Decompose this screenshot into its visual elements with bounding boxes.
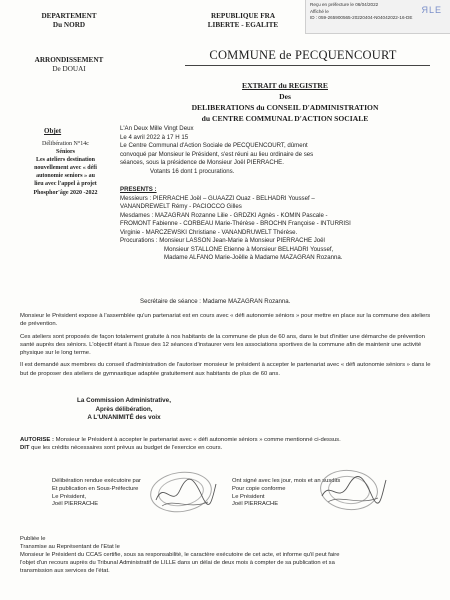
dit-text: que les crédits nécessaires sont prévus au budget de l'exercice en cours. [29, 445, 223, 452]
deliberation-number: Délibération N°14c [42, 141, 89, 147]
objet-label: Objet [44, 127, 62, 135]
prefecture-receipt-stamp [305, 0, 450, 34]
sig-right-line-2: Pour copie conforme [232, 485, 286, 492]
footer-line-4: l'objet d'un recours auprès du Tribunal Administratif de LILLE dans un délai de deux mois à compter de sa publication et sa [20, 560, 335, 567]
register-title [150, 80, 420, 124]
sig-left-line-1: Délibération rendue exécutoire par [52, 478, 141, 484]
commune-title: COMMUNE de PECQUENCOURT [209, 48, 397, 62]
presents-line-2: VANANDREWELT Rémy - PACIOCCO Gilles [120, 203, 242, 211]
presents-line-7: Monsieur STALLONE Etienne à Monsieur BELHADRI Youssef, [164, 245, 334, 253]
objet-line-4: autonomie seniors » au [36, 173, 95, 180]
autorise-line [20, 436, 438, 444]
objet-margin-note [18, 140, 113, 197]
receipt-id: ID : 059-265900565-20220404-N04042022-16-DE [310, 15, 413, 21]
sig-left-line-3: Le Président, [52, 493, 87, 500]
receipt-mark: ЯLE [421, 5, 442, 15]
republic-motto: LIBERTE - EGALITE [207, 21, 279, 29]
presents-line-6: Procurations : Monsieur LASSON Jean-Marie à Monsieur PIERRACHE Joël [120, 237, 325, 245]
body-paragraph-2: Ces ateliers sont proposés de façon totalement gratuite à nos habitants de la commune de plus de 60 ans, dans le but d'initier une démarche de prévention santé auprès des séniors. L'objectif étant à l'issue des 12 séances d'instaurer vers les associations sportives de la commune afin de maintenir une activité physique sur le long terme. [20, 333, 425, 357]
sig-right-line-1: Ont signé avec les jour, mois et an susdits [232, 478, 341, 484]
sig-right-line-4: Joël PIERRACHE [232, 501, 279, 508]
objet-line-6: Phosphor'âge 2020 -2022 [33, 189, 98, 196]
objet-line-5: lieu avec l'appel à projet [34, 181, 97, 188]
presents-line-4: FROMONT Fabienne - CORBEAU Marie-Thérèse - BROCHN Françoise - INTURRISI [120, 220, 351, 228]
sig-left-line-2: Et publication en Sous-Préfecture [52, 485, 139, 492]
republic-header [168, 12, 318, 30]
presents-line-1: Messieurs : PIERRACHE Joël – GUAAZZI Ouaz - BELHADRI Youssef – [120, 194, 315, 202]
intro-line-4: convoqué par Monsieur le Président, s'est réuni au lieu ordinaire de ses [120, 150, 314, 158]
title-line-4: du CENTRE COMMUNAL D'ACTION SOCIALE [201, 114, 369, 123]
autorise-text: Monsieur le Président à accepter le partenariat avec « défi autonomie séniors » comme mentionné ci-dessus. [53, 437, 341, 443]
attendees-list [120, 186, 438, 263]
commission-conclusion [44, 397, 204, 423]
intro-line-1: L'An Deux Mille Vingt Deux [120, 125, 194, 132]
title-line-3: DELIBERATIONS du CONSEIL D'ADMINISTRATION [191, 103, 379, 112]
presents-line-8: Madame ALFANO Marie-Joëlle à Madame MAZAGRAN Rozanna. [164, 254, 343, 262]
intro-line-6: Votants 16 dont 1 procurations. [150, 167, 235, 175]
autorise-keyword: AUTORISE : [20, 437, 54, 443]
footer-transmitted: Transmise au Représentant de l'Etat le [20, 544, 120, 551]
decision-text [20, 436, 438, 453]
arrondissement-label: ARRONDISSEMENT [34, 56, 104, 64]
dit-line [20, 444, 438, 452]
deliberation-body [20, 312, 438, 382]
presents-label: PRESENTS : [120, 186, 157, 193]
sig-right-line-3: Le Président [232, 493, 265, 500]
department-name: Du NORD [52, 21, 86, 29]
intro-line-5: séances, sous la présidence de Monsieur Joël PIERRACHE. [120, 159, 284, 167]
body-paragraph-1: Monsieur le Président expose à l'assemblée qu'un partenariat est en cours avec « défi autonomie séniors » pour mettre en place sur la commune des ateliers de prévention. [20, 313, 431, 328]
dit-keyword: DIT [20, 445, 30, 452]
arrondissement-name: De DOUAI [52, 65, 86, 73]
signature-left [150, 470, 220, 515]
commune-underline [185, 65, 430, 66]
arrondissement-header [14, 56, 124, 74]
republic-label: REPUBLIQUE FRA [210, 12, 276, 20]
receipt-line-2: Affiché le [310, 8, 329, 14]
objet-line-3: nouvellement avec « défi [34, 165, 97, 172]
presents-line-5: Virginie - MARCZEWSKI Christiane - VANANDRUWELT Thérèse. [120, 228, 298, 236]
session-secretary: Secrétaire de séance : Madame MAZAGRAN Rozanna. [140, 298, 291, 305]
department-label: DEPARTEMENT [41, 12, 97, 20]
meeting-intro [120, 125, 360, 176]
title-line-1: EXTRAIT du REGISTRE [242, 81, 328, 90]
conclusion-line-3: A L'UNANIMITÉ des voix [87, 414, 161, 421]
signature-right [318, 468, 388, 513]
conclusion-line-2: Après délibération, [95, 405, 153, 413]
objet-line-2: Les ateliers destination [36, 157, 95, 164]
footer-published: Publiée le [20, 536, 46, 542]
department-header [14, 12, 124, 30]
receipt-line-1: Reçu en préfecture le 06/04/2022 [310, 2, 379, 7]
body-paragraph-3: Il est demandé aux membres du conseil d'administration de l'autoriser monsieur le président à accepter le partenariat avec « défi autonomie séniors » dans le but de proposer des ateliers de gymnastique adaptée gratuitement aux habitants de plus de 60 ans. [20, 362, 431, 377]
objet-line-1: Séniors [55, 149, 75, 156]
conclusion-line-1: La Commission Administrative, [77, 397, 171, 404]
intro-line-2: Le 4 avril 2022 à 17 H 15 [120, 133, 189, 141]
sig-left-line-4: Joël PIERRACHE [52, 501, 99, 508]
presents-line-3: Mesdames : MAZAGRAN Rozanne Lilie - GRDZKI Agnès - KOMIN Pascale - [120, 211, 328, 219]
title-line-2: Des [279, 92, 291, 101]
footer-line-3: Monsieur le Président du CCAS certifie, sous sa responsabilité, le caractère exécutoire de cet acte, et informe qu'il peut faire [20, 552, 340, 559]
footer-line-5: transmission aux services de l'état. [20, 568, 110, 575]
intro-line-3: Le Centre Communal d'Action Sociale de PECQUENCOURT, dûment [120, 142, 308, 150]
legal-footer [20, 535, 438, 576]
